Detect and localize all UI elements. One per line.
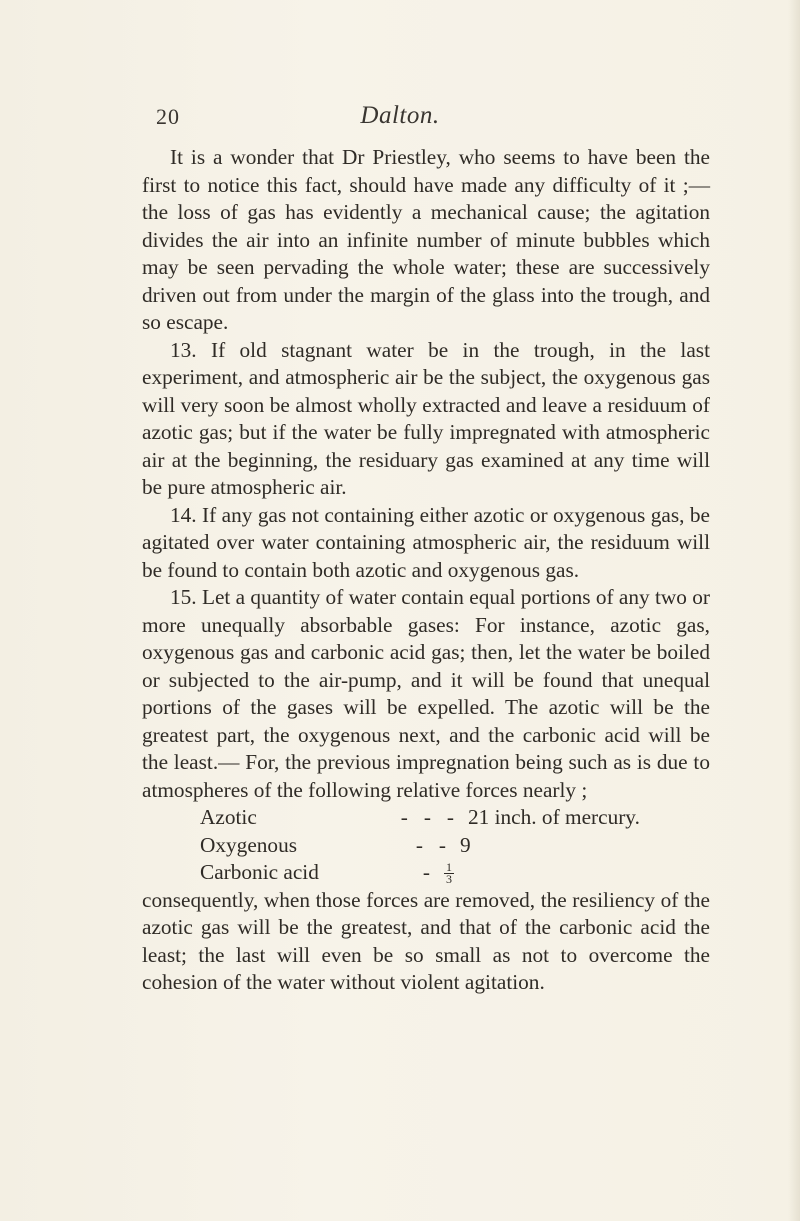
force-value: 9 (460, 832, 471, 857)
forces-table (142, 804, 710, 887)
table-row (142, 804, 710, 832)
force-value (444, 859, 454, 887)
gas-name: Azotic (200, 805, 257, 829)
force-value: 21 inch. of mercury. (468, 805, 640, 829)
gas-name: Carbonic acid (200, 860, 319, 884)
fraction (444, 862, 454, 885)
page-edge-shadow (788, 0, 800, 1221)
paragraph-13: 13. If old stagnant water be in the trough, in the last experiment, and atmospheric air be the subject, the oxygenous gas will very soon be almost wholly extracted and leave a residuum of azotic gas; but if the water be fully impregnated with atmospheric air at the beginning, the residuary gas examined at any time will be pure atmospheric air. (142, 337, 710, 499)
leader-dashes: - - - (400, 805, 454, 829)
running-head: Dalton. (360, 102, 440, 129)
gas-name: Oxygenous (200, 832, 298, 857)
leader-dashes: - - (415, 832, 446, 857)
fraction-denominator: 3 (446, 872, 452, 886)
fraction-numerator: 1 (446, 860, 452, 874)
page-header (120, 98, 680, 138)
body-text (142, 144, 710, 997)
page-number: 20 (156, 104, 180, 129)
paragraph: It is a wonder that Dr Priestley, who seems to have been the first to notice this fact, should have made any difficulty of it ;—the loss of gas has evidently a mechanical cause; the agitation divides the air into an infinite number of minute bubbles which may be seen pervading the whole water; these are successively driven out from under the margin of the glass into the trough, and so escape. (142, 145, 710, 334)
paragraph-14: 14. If any gas not containing either azotic or oxygenous gas, be agitated over water containing atmospheric air, the residuum will be found to contain both azotic and oxygenous gas. (142, 502, 710, 582)
paragraph-15: 15. Let a quantity of water contain equal portions of any two or more unequally absorbable gases: For instance, azotic gas, oxygenous gas and carbonic acid gas; then, let the water be boiled or subjected to the air-pump, and it will be found that unequal portions of the gases will be expelled. The azotic will be the greatest part, the oxygenous next, and the carbonic acid will be the least.— For, the previous impregnation being such as is due to atmospheres of the following relative forces nearly ; (142, 585, 710, 802)
table-row (142, 832, 710, 860)
closing-paragraph: consequently, when those forces are removed, the resiliency of the azotic gas will be the greatest, and that of the carbonic acid the least; the last will even be so small as not to overcome the cohesion of the water without violent agitation. (142, 887, 710, 994)
table-row (142, 859, 710, 887)
leader-dashes: - (422, 860, 430, 884)
